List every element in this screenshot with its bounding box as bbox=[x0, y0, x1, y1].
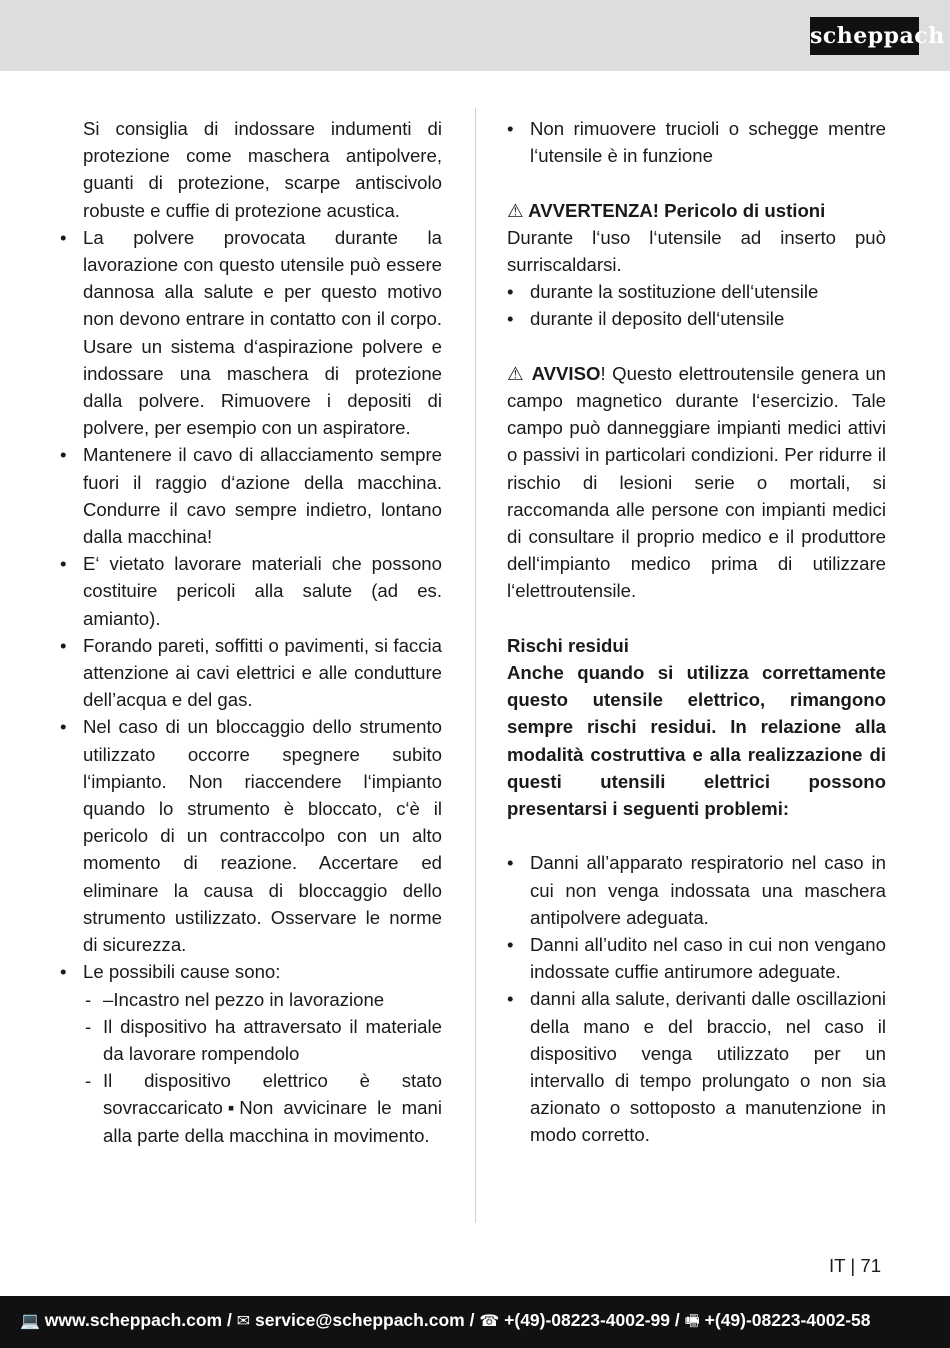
column-divider bbox=[475, 108, 476, 1223]
sub-list-item: - Il dispositivo ha attraversato il materiale da lavorare rompendolo bbox=[85, 1015, 442, 1064]
left-column bbox=[60, 115, 442, 1149]
warning-triangle-icon: ⚠ bbox=[507, 362, 526, 384]
website-link[interactable]: www.scheppach.com bbox=[44, 1310, 223, 1330]
list-item: • Non rimuovere trucioli o schegge mentre l‘utensile è in funzione bbox=[507, 118, 886, 167]
warning-triangle-icon: ⚠ bbox=[507, 199, 524, 221]
warning-text: Durante l‘uso l‘utensile ad inserto può surriscaldarsi. bbox=[507, 226, 886, 275]
notice-label: AVVISO bbox=[531, 362, 601, 384]
list-item: • La polvere provocata durante la lavorazione con questo utensile può essere dannosa alla salute e per questo motivo non devono entrare in contatto con il corpo. Usare un sistema d‘aspirazione polvere e indossare una maschera di protezione dalla polvere. Rimuovere i depositi di polvere, per esempio con un aspiratore. bbox=[60, 226, 442, 439]
scheppach-logo: scheppach bbox=[810, 17, 919, 55]
phone-number: +(49)-08223-4002-99 bbox=[504, 1310, 671, 1330]
page-number: IT | 71 bbox=[829, 1255, 882, 1276]
fax-icon: 🖷 bbox=[684, 1313, 700, 1330]
footer-bar: 💻 www.scheppach.com / ✉ service@scheppach.com / ☎ +(49)-08223-4002-99 / 🖷 +(49)-08223-4002-58 bbox=[0, 1296, 950, 1348]
intro-paragraph: Si consiglia di indossare indumenti di protezione come maschera antipolvere, guanti di protezione, scarpe antiscivolo robuste e cuffie di protezione acustica. bbox=[83, 118, 442, 221]
phone-icon: ☎ bbox=[479, 1313, 500, 1330]
list-item: • danni alla salute, derivanti dalle oscillazioni della mano e del braccio, nel caso il dispositivo venga utilizzato per un intervallo di tempo prolungato o non sia azionato o sottoposto a manutenzione in modo corretto. bbox=[507, 988, 886, 1146]
right-column bbox=[507, 115, 886, 1149]
mail-icon: ✉ bbox=[236, 1313, 251, 1330]
list-item: • durante la sostituzione dell‘utensile bbox=[507, 281, 819, 303]
list-item: • durante il deposito dell‘utensile bbox=[507, 308, 785, 330]
computer-icon: 💻 bbox=[20, 1313, 40, 1330]
sub-list-item: - Il dispositivo elettrico è stato sovraccaricato▪Non avvicinare le mani alla parte della macchina in movimento. bbox=[85, 1070, 442, 1146]
warning-heading: ⚠ AVVERTENZA! Pericolo di ustioni bbox=[507, 199, 826, 221]
list-item: • Mantenere il cavo di allacciamento sempre fuori il raggio d‘azione della macchina. Condurre il cavo sempre indietro, lontano dalla macchina! bbox=[60, 444, 442, 548]
residual-risks-intro: Anche quando si utilizza correttamente questo utensile elettrico, rimangono sempre rischi residui. In relazione alla modalità costruttiva e alla realizzazione di questi utensili elettrici possono presentarsi i seguenti problemi: bbox=[507, 662, 886, 820]
list-item: • Forando pareti, soffitti o pavimenti, si faccia attenzione ai cavi elettrici e alle condutture dell’acqua e del gas. bbox=[60, 634, 442, 711]
fax-number: +(49)-08223-4002-58 bbox=[704, 1310, 871, 1330]
email-link[interactable]: service@scheppach.com bbox=[255, 1310, 465, 1330]
list-item: • Nel caso di un bloccaggio dello strumento utilizzato occorre spegnere subito l‘impianto. Non riaccendere l‘impianto quando lo strumento è bloccato, c‘è il pericolo di un contraccolpo con un alto momento di reazione. Accertare ed eliminare la causa di bloccaggio dello strumento ustilizzato. Osservare le norme di sicurezza. bbox=[60, 716, 442, 956]
residual-risks-heading: Rischi residui bbox=[507, 634, 629, 656]
notice-paragraph: ⚠ AVVISO! Questo elettroutensile genera un campo magnetico durante l‘esercizio. Tale campo può danneggiare impianti medici attivi o passivi in particolari condizioni. Per ridurre il rischio di lesioni serie o mortali, si raccomanda alle persone con impianti medici di consultare il proprio medico e il produttore dell‘impianto medico prima di utilizzare l‘elettroutensile. bbox=[507, 362, 887, 602]
list-item: • Danni all’udito nel caso in cui non vengano indossate cuffie antirumore adeguate. bbox=[507, 934, 886, 983]
list-item: • E‘ vietato lavorare materiali che possono costituire pericoli alla salute (ad es. amianto). bbox=[60, 553, 442, 629]
header-bar bbox=[0, 0, 950, 71]
list-item: • Danni all’apparato respiratorio nel caso in cui non venga indossata una maschera antipolvere adeguata. bbox=[507, 852, 886, 928]
list-item: • Le possibili cause sono: bbox=[60, 961, 281, 983]
sub-list-item: - –Incastro nel pezzo in lavorazione bbox=[85, 988, 385, 1010]
